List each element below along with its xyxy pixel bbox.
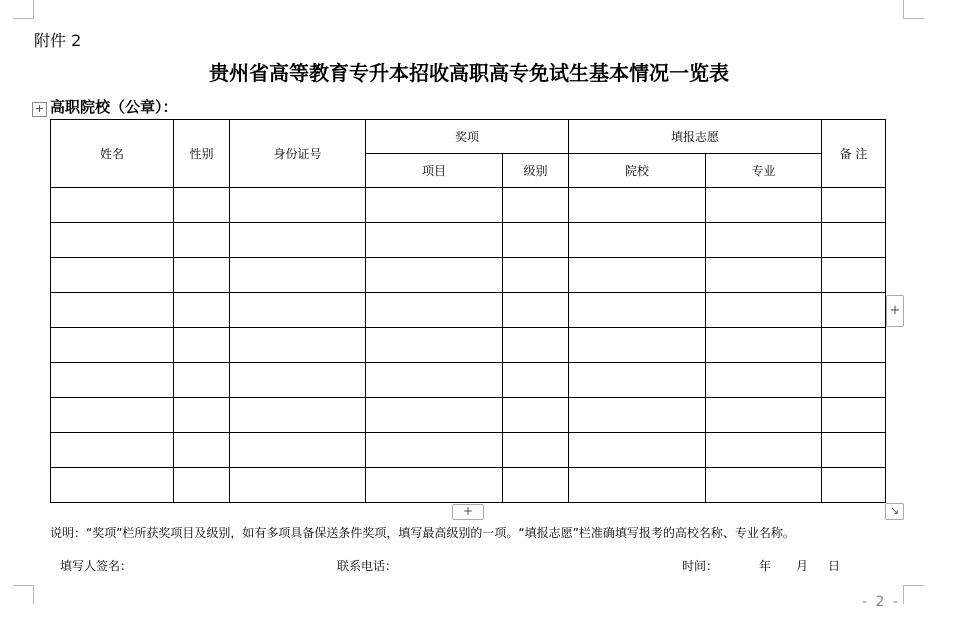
header-award: 奖项 <box>366 120 569 154</box>
table-cell[interactable] <box>174 468 230 503</box>
table-cell[interactable] <box>230 363 366 398</box>
year-label: 年 <box>759 559 772 573</box>
school-label: 高职院校（公章）： <box>50 98 178 116</box>
table-cell[interactable] <box>51 363 174 398</box>
table-cell[interactable] <box>569 223 706 258</box>
table-cell[interactable] <box>174 363 230 398</box>
table-cell[interactable] <box>503 258 569 293</box>
table-cell[interactable] <box>822 398 886 433</box>
page-number: - 2 - <box>862 594 900 610</box>
phone-label: 联系电话： <box>337 559 398 573</box>
crop-mark-bottom-right <box>903 585 924 604</box>
table-cell[interactable] <box>51 258 174 293</box>
header-remarks: 备 注 <box>822 120 886 188</box>
table-cell[interactable] <box>230 328 366 363</box>
table-cell[interactable] <box>706 398 822 433</box>
table-cell[interactable] <box>503 188 569 223</box>
table-row <box>51 363 886 398</box>
table-cell[interactable] <box>51 468 174 503</box>
document-title: 贵州省高等教育专升本招收高职高专免试生基本情况一览表 <box>209 61 729 85</box>
table-cell[interactable] <box>822 223 886 258</box>
table-cell[interactable] <box>569 293 706 328</box>
table-body <box>51 188 886 503</box>
table-cell[interactable] <box>706 468 822 503</box>
table-cell[interactable] <box>503 328 569 363</box>
table-cell[interactable] <box>706 188 822 223</box>
table-cell[interactable] <box>230 223 366 258</box>
table-cell[interactable] <box>174 293 230 328</box>
table-cell[interactable] <box>706 223 822 258</box>
table-cell[interactable] <box>706 433 822 468</box>
table-cell[interactable] <box>366 328 503 363</box>
header-preference: 填报志愿 <box>569 120 822 154</box>
table-cell[interactable] <box>706 328 822 363</box>
table-cell[interactable] <box>230 188 366 223</box>
table-cell[interactable] <box>174 223 230 258</box>
crop-mark-bottom-left <box>13 585 34 604</box>
time-label: 时间： <box>682 559 719 573</box>
header-award-item: 项目 <box>366 154 503 188</box>
table-cell[interactable] <box>230 433 366 468</box>
add-column-button[interactable]: + <box>886 295 904 327</box>
signature-label: 填写人签名： <box>60 559 133 573</box>
table-row <box>51 258 886 293</box>
table-cell[interactable] <box>174 258 230 293</box>
table-row <box>51 188 886 223</box>
table-cell[interactable] <box>174 188 230 223</box>
header-pref-school: 院校 <box>569 154 706 188</box>
table-cell[interactable] <box>174 433 230 468</box>
table-cell[interactable] <box>822 328 886 363</box>
table-cell[interactable] <box>822 188 886 223</box>
crop-mark-top-left <box>13 0 34 19</box>
table-cell[interactable] <box>51 223 174 258</box>
table-cell[interactable] <box>569 433 706 468</box>
table-cell[interactable] <box>503 363 569 398</box>
student-info-table <box>50 119 886 503</box>
table-cell[interactable] <box>569 188 706 223</box>
header-name: 姓名 <box>51 120 174 188</box>
table-row <box>51 398 886 433</box>
table-cell[interactable] <box>706 293 822 328</box>
header-id-number: 身份证号 <box>230 120 366 188</box>
table-cell[interactable] <box>230 468 366 503</box>
table-cell[interactable] <box>569 328 706 363</box>
table-cell[interactable] <box>822 258 886 293</box>
table-cell[interactable] <box>366 188 503 223</box>
table-cell[interactable] <box>569 363 706 398</box>
table-cell[interactable] <box>822 293 886 328</box>
day-label: 日 <box>828 559 841 573</box>
table-row <box>51 433 886 468</box>
table-cell[interactable] <box>503 293 569 328</box>
table-resize-icon[interactable]: ↘ <box>885 503 904 520</box>
header-award-level: 级别 <box>503 154 569 188</box>
table-cell[interactable] <box>366 468 503 503</box>
table-cell[interactable] <box>503 433 569 468</box>
table-row <box>51 223 886 258</box>
table-cell[interactable] <box>569 468 706 503</box>
table-cell[interactable] <box>706 363 822 398</box>
table-cell[interactable] <box>51 328 174 363</box>
table-cell[interactable] <box>230 398 366 433</box>
table-row <box>51 468 886 503</box>
table-cell[interactable] <box>366 433 503 468</box>
attachment-label: 附件 2 <box>34 31 82 50</box>
table-cell[interactable] <box>569 398 706 433</box>
table-cell[interactable] <box>503 398 569 433</box>
table-cell[interactable] <box>569 258 706 293</box>
table-cell[interactable] <box>503 468 569 503</box>
table-cell[interactable] <box>230 258 366 293</box>
table-cell[interactable] <box>366 223 503 258</box>
table-cell[interactable] <box>822 433 886 468</box>
table-row <box>51 293 886 328</box>
table-cell[interactable] <box>366 293 503 328</box>
table-cell[interactable] <box>174 398 230 433</box>
table-cell[interactable] <box>51 398 174 433</box>
table-cell[interactable] <box>706 258 822 293</box>
table-move-icon[interactable]: + <box>32 102 47 117</box>
table-cell[interactable] <box>366 398 503 433</box>
instructions-note: 说明：“奖项”栏所获奖项目及级别，如有多项具备保送条件奖项，填写最高级别的一项。“填报志愿”栏准确填写报考的高校名称、专业名称。 <box>50 526 795 540</box>
add-row-button[interactable]: + <box>452 504 484 520</box>
table-row <box>51 328 886 363</box>
table-cell[interactable] <box>230 293 366 328</box>
month-label: 月 <box>796 559 809 573</box>
table-cell[interactable] <box>822 468 886 503</box>
table-cell[interactable] <box>503 223 569 258</box>
table-cell[interactable] <box>51 293 174 328</box>
table-cell[interactable] <box>174 328 230 363</box>
table-cell[interactable] <box>366 363 503 398</box>
table-cell[interactable] <box>366 258 503 293</box>
table-cell[interactable] <box>51 188 174 223</box>
crop-mark-top-right <box>903 0 924 19</box>
table-cell[interactable] <box>51 433 174 468</box>
table-cell[interactable] <box>822 363 886 398</box>
header-pref-major: 专业 <box>706 154 822 188</box>
header-gender: 性别 <box>174 120 230 188</box>
